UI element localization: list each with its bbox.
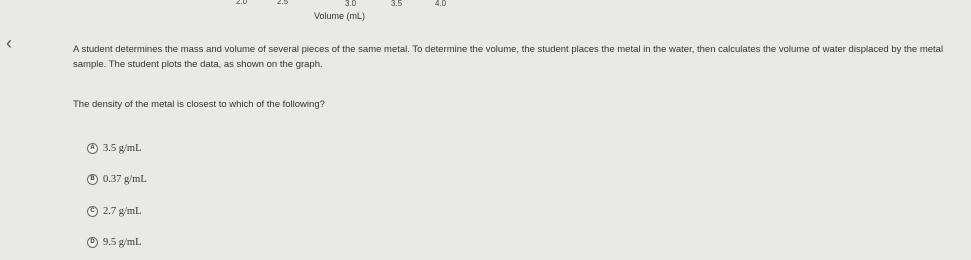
x-tick-label: 3.0 bbox=[345, 0, 357, 8]
option-text: 9.5 g/mL bbox=[103, 236, 142, 248]
option-a[interactable] bbox=[87, 140, 142, 156]
choice-letter-badge: A bbox=[87, 143, 98, 154]
choice-letter-badge: D bbox=[87, 237, 98, 248]
option-text: 2.7 g/mL bbox=[103, 205, 142, 217]
x-tick-label: 2.5 bbox=[277, 0, 289, 6]
x-tick-label: 4.0 bbox=[435, 0, 447, 8]
x-tick-label: 2.0 bbox=[236, 0, 248, 6]
choice-letter-badge: B bbox=[87, 174, 98, 185]
choice-letter-badge: C bbox=[87, 206, 98, 217]
question-prompt: The density of the metal is closest to which of the following? bbox=[73, 99, 325, 110]
x-tick-label: 3.5 bbox=[391, 0, 403, 8]
x-axis-label: Volume (mL) bbox=[314, 11, 366, 21]
option-b[interactable] bbox=[87, 171, 147, 187]
option-text: 0.37 g/mL bbox=[103, 173, 147, 185]
option-d[interactable] bbox=[87, 234, 142, 250]
question-text: A student determines the mass and volume of several pieces of the same metal. To determine the volume, the student places the metal in the water, then calculates the volume of water displaced by the metal sample. The student plots the data, as shown on the graph. bbox=[73, 44, 944, 70]
graph-axis-strip bbox=[0, 0, 971, 28]
option-text: 3.5 g/mL bbox=[103, 142, 142, 154]
chevron-left-icon[interactable]: ‹ bbox=[6, 33, 12, 53]
option-c[interactable] bbox=[87, 203, 142, 219]
